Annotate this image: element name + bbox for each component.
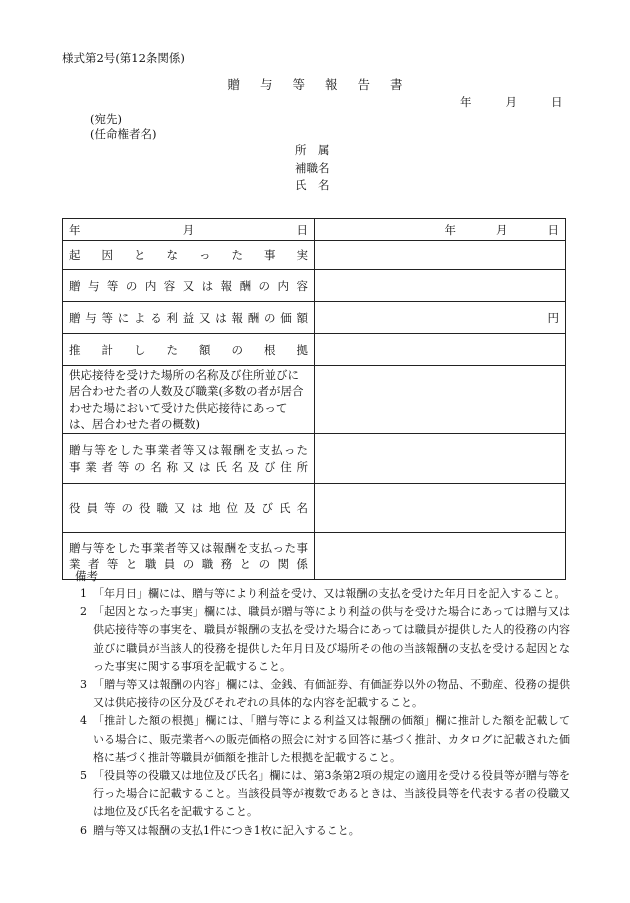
label-char: 計 [101,342,113,357]
label-char: 酬 [239,278,252,293]
label-char: 価 [280,310,292,325]
label-char: 推 [69,342,81,357]
date-left-year: 年 [69,222,81,237]
row-label-venue [63,366,315,434]
note-number: 1 [80,587,87,600]
label-char: る [150,310,162,325]
label-char: 及 [244,501,256,515]
report-date [460,94,563,110]
date-left-month: 月 [182,222,195,237]
table-row [63,484,566,533]
row-value-amount[interactable] [315,302,566,334]
row-value-basis[interactable] [315,334,566,366]
row-label-officer [63,484,315,533]
table-row [63,270,566,302]
note-number: 5 [80,769,87,783]
post-label: 補職名 [295,160,330,175]
label-char: 起 [69,248,81,262]
label-char: 酬 [247,310,260,325]
label-char: 報 [220,278,233,293]
label-char: の [121,501,133,515]
label-char: っ [199,248,211,262]
label-char: と [134,248,146,262]
label-char: 又 [174,501,186,515]
row-value-content[interactable] [315,270,566,302]
label-char: な [166,248,178,262]
row-label-text: 供応接待を受けた場所の名称及び住所並びに居合わせた者の人数及び職業(多数の者が居合わせた場において受けた供応接待にあっては、居合わせた者の概数) [69,367,304,431]
addressee-block [90,112,156,142]
label-char: 容 [296,278,308,293]
row-label-basis [63,334,315,366]
label-char: 内 [144,278,157,293]
label-char: 与 [85,310,97,325]
row-value-giver[interactable] [315,434,566,484]
label-char: の [125,278,138,293]
note-text: 贈与等又は報酬の支払1件につき1枚に記入すること。 [93,823,360,837]
table-row [63,302,566,334]
row-label-content [63,270,315,302]
label-char: 贈 [69,278,81,293]
label-char: 拠 [296,342,308,357]
row-label-line-1: 贈与等をした事業者等又は報酬を支払った [69,443,308,457]
note-number: 4 [80,714,87,728]
row-label-text [69,342,308,358]
row-value-venue[interactable] [315,366,566,434]
note-text: 「推計した額の根拠」欄には、「贈与等による利益又は報酬の価額」欄に推計した額を記載している場合に、販売業者への販売価格の照会に対する回答に基づく推計、カタログに記載された価格に基づく推計等職員が価額を推計した根拠を記載すること。 [93,714,570,764]
date-label-left [69,222,308,238]
page-title: 贈与等報告書 [227,77,423,92]
note-item [60,822,570,840]
label-char: に [117,310,130,325]
row-value-relation[interactable] [315,533,566,580]
report-date-day: 日 [551,95,563,109]
form-number: 様式第2号(第12条関係) [62,51,185,65]
note-text: 「贈与等又は報酬の内容」欄には、金銭、有価証券、有価証券以外の物品、不動産、役務の提供又は供応接待の区分及びそれぞれの具体的な内容を記載すること。 [93,678,570,710]
label-char: 因 [101,248,113,262]
label-char: の [231,342,243,357]
table-row [63,434,566,484]
label-char: 内 [277,278,289,293]
label-char: 事 [264,248,276,262]
label-char: 又 [199,310,211,325]
label-char: 等 [104,501,116,515]
label-char: 額 [199,342,211,357]
table-row-date [63,219,566,241]
name-label: 氏 名 [295,178,330,192]
label-char: た [231,248,243,262]
date-label-cell [63,219,315,241]
note-number: 6 [80,823,87,837]
date-right-day: 日 [547,222,559,237]
label-char: 等 [106,278,119,293]
note-text: 「年月日」欄には、贈与等により利益を受け、又は報酬の支払を受けた年月日を記入すること。 [93,587,566,600]
row-label-text [69,310,308,326]
label-char: 等 [101,310,113,325]
label-char: 名 [296,501,308,515]
label-char: は [201,278,214,293]
label-char: 職 [156,501,168,515]
row-label-text [69,500,308,516]
note-item [60,585,570,603]
row-value-cause[interactable] [315,241,566,270]
label-char: 容 [163,278,176,293]
row-label-value [63,302,315,334]
note-item [60,603,570,676]
label-char: の [258,278,271,293]
date-right-year: 年 [444,222,456,237]
label-char: は [191,501,203,515]
label-char: 役 [69,501,81,515]
label-char: 氏 [279,501,291,515]
label-char: 役 [139,501,151,515]
label-char: 地 [209,501,221,515]
label-char: 報 [231,310,243,325]
report-table [62,218,566,580]
row-label-giver [63,434,315,484]
row-label-line-1: 贈与等をした事業者等又は報酬を支払った事 [69,540,308,555]
label-char: 位 [226,501,238,515]
table-row [63,241,566,270]
table-row [63,533,566,580]
label-char: 贈 [69,310,81,325]
note-item [60,676,570,712]
row-label-cause [63,241,315,270]
notes-list [60,585,570,840]
row-label-line-2: 業者等と職員の職務との関係 [69,557,308,571]
label-char: 益 [182,310,195,325]
date-right-month: 月 [496,222,508,237]
table-row [63,334,566,366]
row-label-line-2: 事業者等の名称又は氏名及び住所 [69,459,308,474]
label-char: は [215,310,227,325]
addressee-line-2: (任命権者名) [90,127,157,141]
row-label-text [69,247,308,263]
note-item [60,767,570,822]
table-row [63,366,566,434]
note-text: 「役員等の役職又は地位及び氏名」欄には、第3条第2項の規定の適用を受ける役員等が贈与等を行った場合に記載すること。当該役員等が複数であるときは、当該役員等を代表する者の役職又は地位及び氏名を記載すること。 [93,769,570,819]
addressee-line-1: (宛先) [90,112,122,126]
note-number: 2 [80,605,87,619]
label-char: 与 [87,278,100,293]
report-date-year: 年 [460,95,472,109]
label-char: し [134,342,146,357]
label-char: よ [134,310,146,325]
date-left-day: 日 [296,222,308,237]
report-date-month: 月 [505,95,517,109]
label-char: 根 [264,342,276,357]
yen-unit: 円 [547,310,559,325]
label-char: の [264,310,276,325]
label-char: 実 [296,248,308,262]
note-number: 3 [80,678,87,692]
label-char: 員 [86,501,98,515]
label-char: た [166,342,178,357]
notes-title: 備考 [75,569,98,583]
label-char: 額 [296,310,308,325]
note-text: 「起因となった事実」欄には、職員が贈与等により利益の供与を受けた場合にあっては贈与又は供応接待等の事実を、職員が報酬の支払を受けた場合にあっては職員が提供した人的役務の内容並びに職員が当該人的役務を提供した年月日及び場所その他の当該報酬の支払を受ける起因となった事実に関する事項を記載すること。 [93,605,570,673]
label-char: 又 [182,278,195,293]
sender-block [295,142,330,195]
row-value-officer[interactable] [315,484,566,533]
date-value-cell[interactable] [315,219,566,241]
row-label-relation [63,533,315,580]
row-label-text [69,278,308,294]
note-item [60,712,570,767]
label-char: 利 [166,310,178,325]
affiliation-label: 所 属 [295,143,330,157]
label-char: び [261,501,273,515]
